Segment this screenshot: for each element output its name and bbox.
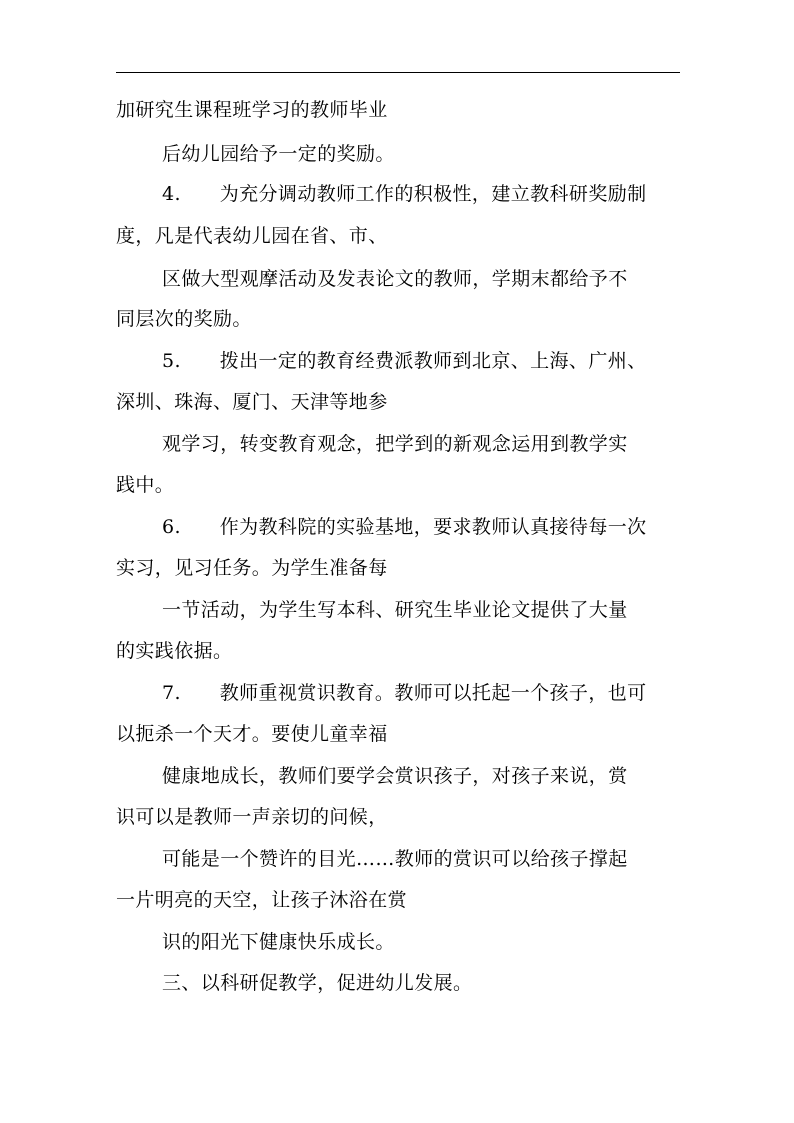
text-line: 区做大型观摩活动及发表论文的教师，学期末都给予不: [162, 268, 628, 290]
text-line: 7. 教师重视赏识教育。教师可以托起一个孩子，也可: [162, 682, 647, 704]
text-line: 以扼杀一个天才。要使儿童幸福: [116, 723, 388, 745]
text-line: 后幼儿园给予一定的奖励。: [162, 143, 395, 165]
text-line: 5. 拨出一定的教育经费派教师到北京、上海、广州、: [162, 350, 647, 372]
text-line: 践中。: [116, 474, 175, 496]
text-line: 识可以是教师一声亲切的问候，: [116, 806, 388, 828]
text-line: 三、以科研促教学，促进幼儿发展。: [162, 972, 473, 994]
text-line: 加研究生课程班学习的教师毕业: [116, 99, 388, 121]
text-line: 深圳、珠海、厦门、天津等地参: [116, 391, 388, 413]
text-line: 6. 作为教科院的实验基地，要求教师认真接待每一次: [162, 516, 647, 538]
text-line: 同层次的奖励。: [116, 308, 252, 330]
text-line: 观学习，转变教育观念，把学到的新观念运用到教学实: [162, 433, 628, 455]
text-line: 一片明亮的天空，让孩子沐浴在赏: [116, 889, 408, 911]
text-line: 4. 为充分调动教师工作的积极性，建立教科研奖励制: [162, 183, 647, 205]
text-line: 健康地成长，教师们要学会赏识孩子，对孩子来说，赏: [162, 765, 628, 787]
text-line: 识的阳光下健康快乐成长。: [162, 931, 395, 953]
text-line: 实习，见习任务。为学生准备每: [116, 557, 388, 579]
text-line: 一节活动，为学生写本科、研究生毕业论文提供了大量: [162, 599, 628, 621]
header-rule: [116, 72, 680, 73]
text-line: 可能是一个赞许的目光……教师的赏识可以给孩子撑起: [162, 848, 628, 870]
text-line: 度，凡是代表幼儿园在省、市、: [116, 225, 388, 247]
text-line: 的实践依据。: [116, 640, 233, 662]
